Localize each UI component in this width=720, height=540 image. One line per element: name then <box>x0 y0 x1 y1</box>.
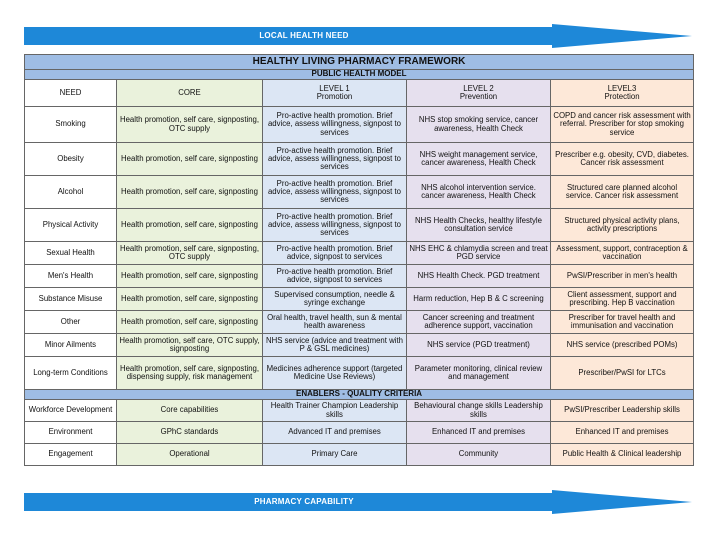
cell-l1: Pro-active health promotion. Brief advice, assess willingness, signpost to services <box>263 107 407 143</box>
local-health-need-banner <box>24 24 692 48</box>
cell-l2: Behavioural change skills Leadership skills <box>407 400 551 422</box>
cell-l1: Pro-active health promotion. Brief advice, assess willingness, signpost to services <box>263 209 407 242</box>
cell-need: Substance Misuse <box>25 288 117 311</box>
cell-l2: Parameter monitoring, clinical review and management <box>407 357 551 390</box>
cell-core: Health promotion, self care, signposting <box>117 311 263 334</box>
cell-l3: COPD and cancer risk assessment with referral. Prescriber for stop smoking service <box>551 107 694 143</box>
cell-l3: Structured physical activity plans, activity prescriptions <box>551 209 694 242</box>
cell-l2: Community <box>407 444 551 466</box>
banner-label: PHARMACY CAPABILITY <box>254 497 354 506</box>
cell-need: Environment <box>25 422 117 444</box>
cell-l2: NHS EHC & chlamydia screen and treat PGD service <box>407 242 551 265</box>
table-row <box>25 265 694 288</box>
enabler-row <box>25 444 694 466</box>
cell-need: Workforce Development <box>25 400 117 422</box>
cell-l1: Primary Care <box>263 444 407 466</box>
framework-title: HEALTHY LIVING PHARMACY FRAMEWORK <box>25 55 694 70</box>
cell-l3: Prescriber e.g. obesity, CVD, diabetes. Cancer risk assessment <box>551 143 694 176</box>
cell-l2: NHS alcohol intervention service. cancer awareness, Health Check <box>407 176 551 209</box>
cell-l1: NHS service (advice and treatment with P & GSL medicines) <box>263 334 407 357</box>
cell-core: GPhC standards <box>117 422 263 444</box>
cell-core: Operational <box>117 444 263 466</box>
cell-l3: PwSI/Prescriber in men's health <box>551 265 694 288</box>
cell-core: Health promotion, self care, signposting <box>117 209 263 242</box>
cell-l3: Assessment, support, contraception & vaccination <box>551 242 694 265</box>
col-header-need: NEED <box>25 80 117 107</box>
cell-l2: NHS Health Checks, healthy lifestyle consultation service <box>407 209 551 242</box>
cell-l3: Client assessment, support and prescribing. Hep B vaccination <box>551 288 694 311</box>
cell-need: Alcohol <box>25 176 117 209</box>
cell-l2: Harm reduction, Hep B & C screening <box>407 288 551 311</box>
cell-l3: Structured care planned alcohol service. Cancer risk assessment <box>551 176 694 209</box>
cell-l1: Supervised consumption, needle & syringe exchange <box>263 288 407 311</box>
col-header-core: CORE <box>117 80 263 107</box>
cell-l1: Pro-active health promotion. Brief advice, signpost to services <box>263 242 407 265</box>
cell-core: Health promotion, self care, signposting <box>117 143 263 176</box>
cell-l3: Prescriber/PwSI for LTCs <box>551 357 694 390</box>
enablers-label: ENABLERS - QUALITY CRITERIA <box>25 390 694 400</box>
cell-need: Men's Health <box>25 265 117 288</box>
cell-need: Physical Activity <box>25 209 117 242</box>
framework-subtitle: PUBLIC HEALTH MODEL <box>25 70 694 80</box>
cell-core: Health promotion, self care, OTC supply, signposting <box>117 334 263 357</box>
cell-l3: Prescriber for travel health and immunisation and vaccination <box>551 311 694 334</box>
col-header-level1: LEVEL 1 Promotion <box>263 80 407 107</box>
cell-l2: NHS Health Check. PGD treatment <box>407 265 551 288</box>
table-row <box>25 209 694 242</box>
banner-label: LOCAL HEALTH NEED <box>259 31 349 40</box>
cell-l1: Oral health, travel health, sun & mental health awareness <box>263 311 407 334</box>
cell-need: Smoking <box>25 107 117 143</box>
cell-l1: Health Trainer Champion Leadership skills <box>263 400 407 422</box>
cell-core: Health promotion, self care, signposting, OTC supply <box>117 242 263 265</box>
cell-core: Health promotion, self care, signposting <box>117 288 263 311</box>
cell-l2: Cancer screening and treatment adherence support, vaccination <box>407 311 551 334</box>
cell-l1: Pro-active health promotion. Brief advice, assess willingness, signpost to services <box>263 176 407 209</box>
cell-need: Minor Ailments <box>25 334 117 357</box>
table-row <box>25 357 694 390</box>
table-row <box>25 334 694 357</box>
cell-l1: Pro-active health promotion. Brief advice, assess willingness, signpost to services <box>263 143 407 176</box>
cell-l2: NHS weight management service, cancer awareness, Health Check <box>407 143 551 176</box>
table-row <box>25 311 694 334</box>
table-row <box>25 288 694 311</box>
table-row <box>25 242 694 265</box>
framework-table <box>24 54 694 466</box>
cell-l1: Advanced IT and premises <box>263 422 407 444</box>
table-row <box>25 107 694 143</box>
cell-l3: Public Health & Clinical leadership <box>551 444 694 466</box>
table-row <box>25 143 694 176</box>
cell-core: Health promotion, self care, signposting, dispensing supply, risk management <box>117 357 263 390</box>
cell-need: Obesity <box>25 143 117 176</box>
cell-core: Health promotion, self care, signposting <box>117 265 263 288</box>
pharmacy-capability-banner <box>24 490 692 514</box>
cell-core: Health promotion, self care, signposting <box>117 176 263 209</box>
cell-l2: Enhanced IT and premises <box>407 422 551 444</box>
enabler-row <box>25 400 694 422</box>
cell-need: Long-term Conditions <box>25 357 117 390</box>
cell-need: Engagement <box>25 444 117 466</box>
enablers-header-row <box>25 390 694 400</box>
cell-l1: Medicines adherence support (targeted Medicine Use Reviews) <box>263 357 407 390</box>
enabler-row <box>25 422 694 444</box>
cell-l3: NHS service (prescribed POMs) <box>551 334 694 357</box>
cell-need: Other <box>25 311 117 334</box>
cell-core: Core capabilities <box>117 400 263 422</box>
col-header-level2: LEVEL 2 Prevention <box>407 80 551 107</box>
cell-l3: Enhanced IT and premises <box>551 422 694 444</box>
cell-l3: PwSI/Prescriber Leadership skills <box>551 400 694 422</box>
cell-need: Sexual Health <box>25 242 117 265</box>
cell-core: Health promotion, self care, signposting, OTC supply <box>117 107 263 143</box>
cell-l1: Pro-active health promotion. Brief advice, signpost to services <box>263 265 407 288</box>
col-header-level3: LEVEL3 Protection <box>551 80 694 107</box>
cell-l2: NHS stop smoking service, cancer awareness, Health Check <box>407 107 551 143</box>
cell-l2: NHS service (PGD treatment) <box>407 334 551 357</box>
table-row <box>25 176 694 209</box>
